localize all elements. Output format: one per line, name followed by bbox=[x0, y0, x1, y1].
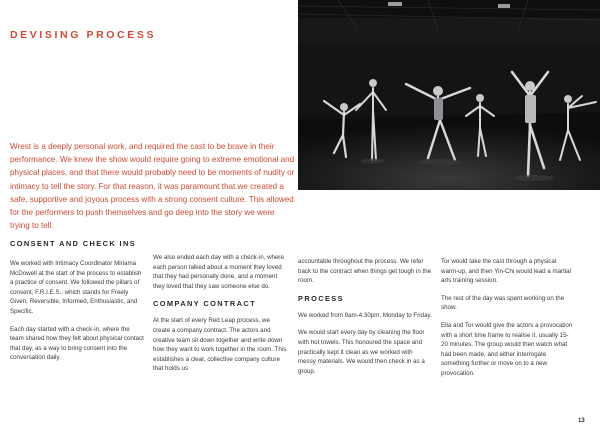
column-process bbox=[298, 257, 432, 384]
intro-paragraph: Wrest is a deeply personal work, and required the cast to be brave in their performance. We knew the show would require going to extreme emotional and physical places, and that there would probably need to be moments of nudity or intimacy to tell the story. For that reason, it was paramount that we created a safe, supportive and joyous process with a strong consent culture. This allowed for the performers to push themselves and go deep into the story we were trying to tell. bbox=[10, 142, 295, 231]
rest-of-day-paragraph: The rest of the day was spent working on the show. bbox=[441, 294, 565, 312]
consent-heading: CONSENT AND CHECK INS bbox=[10, 239, 137, 248]
column-consent bbox=[10, 239, 144, 371]
contract-paragraph: At the start of every Red Leap process, we create a company contract. The actors and creative team sit down together and write down how they want to work together in the room. This establishes a clear, collective company culture that holds us bbox=[153, 317, 287, 373]
accountable-paragraph: accountable throughout the process. We refer back to the contract when things get tough in the room. bbox=[298, 258, 432, 285]
column-contract bbox=[153, 253, 287, 382]
warmup-paragraph: Tor would take the cast through a physical warm-up, and then Yin-Chi would lead a martial arts training session. bbox=[441, 258, 572, 285]
cleaning-paragraph: We would start every day by cleaning the floor with hot towels. This honoured the space and practically kept it clean as we worked with messy materials. We would then check in as a group. bbox=[298, 329, 425, 375]
process-heading: PROCESS bbox=[298, 293, 344, 303]
provocation-paragraph: Ella and Tor would give the actors a provocation with a short time frame to realise it, usually 15-20 minutes. The group would then watch what had been made, and either interrogate something further or move on to a new provocation. bbox=[441, 321, 573, 377]
page-number: 13 bbox=[578, 418, 585, 424]
rehearsal-photo bbox=[298, 0, 600, 190]
rehearsal-photo-art bbox=[298, 0, 600, 190]
checkin-paragraph: We also ended each day with a check-in, where each person talked about a moment they loved that they had personally done, and a moment they loved that they saw someone else do. bbox=[153, 254, 284, 290]
section-title: DEVISING PROCESS bbox=[10, 29, 157, 41]
consent-paragraph-2: Each day started with a check-in, where the team shared how they felt about physical contact that day, as a way to bring consent into the conversation daily. bbox=[10, 325, 144, 362]
contract-heading: COMPANY CONTRACT bbox=[153, 299, 257, 309]
hours-paragraph: We worked from 9am-4:30pm, Monday to Friday. bbox=[298, 311, 432, 319]
consent-paragraph-1: We worked with Intimacy Coordinator Miriama McDowell at the start of the process to establish a practice of consent. We followed the pillars of consent, F.R.I.E.S., which stands for Freely Given, Reversible, Informed, Enthusiastic, and Specific. bbox=[10, 260, 142, 315]
column-warmup bbox=[441, 257, 575, 387]
